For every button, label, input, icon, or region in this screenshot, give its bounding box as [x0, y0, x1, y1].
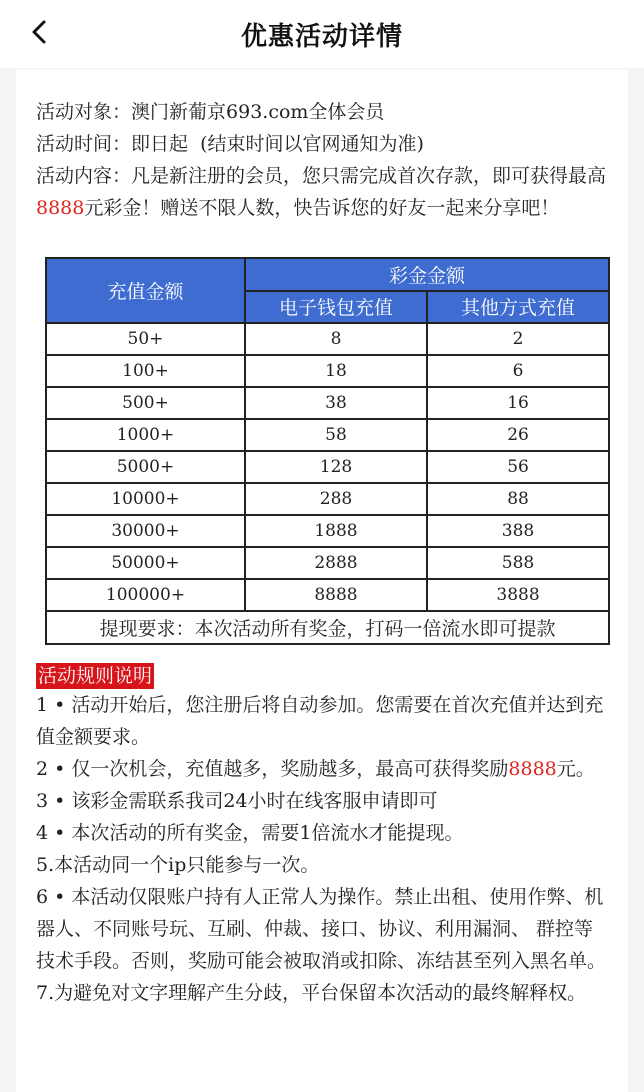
content-line — [36, 160, 611, 224]
withdrawal-requirement: 提现要求：本次活动所有奖金，打码一倍流水即可提款 — [46, 611, 609, 644]
cell-ewallet: 8888 — [245, 579, 427, 611]
rule-item: 1 • 活动开始后，您注册后将自动参加。您需要在首次充值并达到充值金额要求。 — [36, 694, 604, 748]
cell-ewallet: 8 — [245, 323, 427, 355]
table-row — [46, 547, 609, 579]
content-label: 活动内容： — [36, 165, 132, 187]
rules-title: 活动规则说明 — [38, 665, 153, 687]
table-row — [46, 419, 609, 451]
cell-amount: 5000+ — [46, 451, 245, 483]
max-bonus-highlight: 8888 — [36, 197, 85, 219]
time-label: 活动时间： — [36, 133, 132, 155]
cell-ewallet: 18 — [245, 355, 427, 387]
cell-ewallet: 58 — [245, 419, 427, 451]
promotion-intro — [36, 96, 611, 224]
cell-amount: 100000+ — [46, 579, 245, 611]
rule-2-highlight: 8888 — [508, 758, 557, 780]
cell-amount: 50000+ — [46, 547, 245, 579]
header-other-methods: 其他方式充值 — [427, 291, 609, 324]
page-title: 优惠活动详情 — [240, 22, 403, 52]
header-ewallet: 电子钱包充值 — [245, 291, 427, 324]
table-footer-row — [46, 611, 609, 644]
rule-2-before: 2 • 仅一次机会，充值越多，奖励越多，最高可获得奖励 — [36, 758, 509, 780]
cell-amount: 30000+ — [46, 515, 245, 547]
cell-other: 3888 — [427, 579, 609, 611]
cell-other: 16 — [427, 387, 609, 419]
rule-item: 5.本活动同一个ip只能参与一次。 — [36, 854, 320, 876]
header-bonus-amount: 彩金金额 — [245, 258, 609, 291]
cell-ewallet: 1888 — [245, 515, 427, 547]
table-row — [46, 387, 609, 419]
rules-list — [36, 689, 611, 1009]
rule-item: 3 • 该彩金需联系我司24小时在线客服申请即可 — [36, 790, 438, 812]
cell-amount: 10000+ — [46, 483, 245, 515]
promotion-content — [16, 70, 628, 1092]
table-row — [46, 451, 609, 483]
cell-other: 388 — [427, 515, 609, 547]
cell-amount: 50+ — [46, 323, 245, 355]
cell-amount: 500+ — [46, 387, 245, 419]
target-value: 澳门新葡京693.com全体会员 — [131, 101, 385, 123]
rule-item — [36, 753, 611, 785]
rule-2-after: 元。 — [556, 758, 595, 780]
table-row — [46, 323, 609, 355]
bonus-table — [45, 257, 610, 645]
table-row — [46, 579, 609, 611]
rule-item: 6 • 本活动仅限账户持有人正常人为操作。禁止出租、使用作弊、机器人、不同账号玩、互刷、仲裁、接口、协议、利用漏洞、 群控等技术手段。否则，奖励可能会被取消或扣除、冻结甚至列入黑名单。 — [36, 886, 607, 972]
cell-ewallet: 288 — [245, 483, 427, 515]
cell-ewallet: 38 — [245, 387, 427, 419]
rule-item: 7.为避免对文字理解产生分歧，平台保留本次活动的最终解释权。 — [36, 982, 587, 1004]
target-line — [36, 96, 611, 128]
top-nav-bar — [0, 0, 644, 68]
target-label: 活动对象： — [36, 101, 132, 123]
cell-ewallet: 2888 — [245, 547, 427, 579]
cell-other: 26 — [427, 419, 609, 451]
content-text-after: 元彩金！赠送不限人数，快告诉您的好友一起来分享吧！ — [84, 197, 560, 219]
header-recharge-amount: 充值金额 — [46, 258, 245, 323]
table-header-row — [46, 258, 609, 291]
cell-other: 88 — [427, 483, 609, 515]
cell-other: 588 — [427, 547, 609, 579]
time-value: 即日起 (结束时间以官网通知为准) — [131, 133, 424, 155]
cell-other: 2 — [427, 323, 609, 355]
table-row — [46, 483, 609, 515]
cell-amount: 1000+ — [46, 419, 245, 451]
cell-amount: 100+ — [46, 355, 245, 387]
time-line — [36, 128, 611, 160]
table-row — [46, 515, 609, 547]
table-row — [46, 355, 609, 387]
cell-other: 6 — [427, 355, 609, 387]
cell-other: 56 — [427, 451, 609, 483]
rule-item: 4 • 本次活动的所有奖金，需要1倍流水才能提现。 — [36, 822, 464, 844]
cell-ewallet: 128 — [245, 451, 427, 483]
content-text-before: 凡是新注册的会员，您只需完成首次存款，即可获得最高 — [131, 165, 607, 187]
